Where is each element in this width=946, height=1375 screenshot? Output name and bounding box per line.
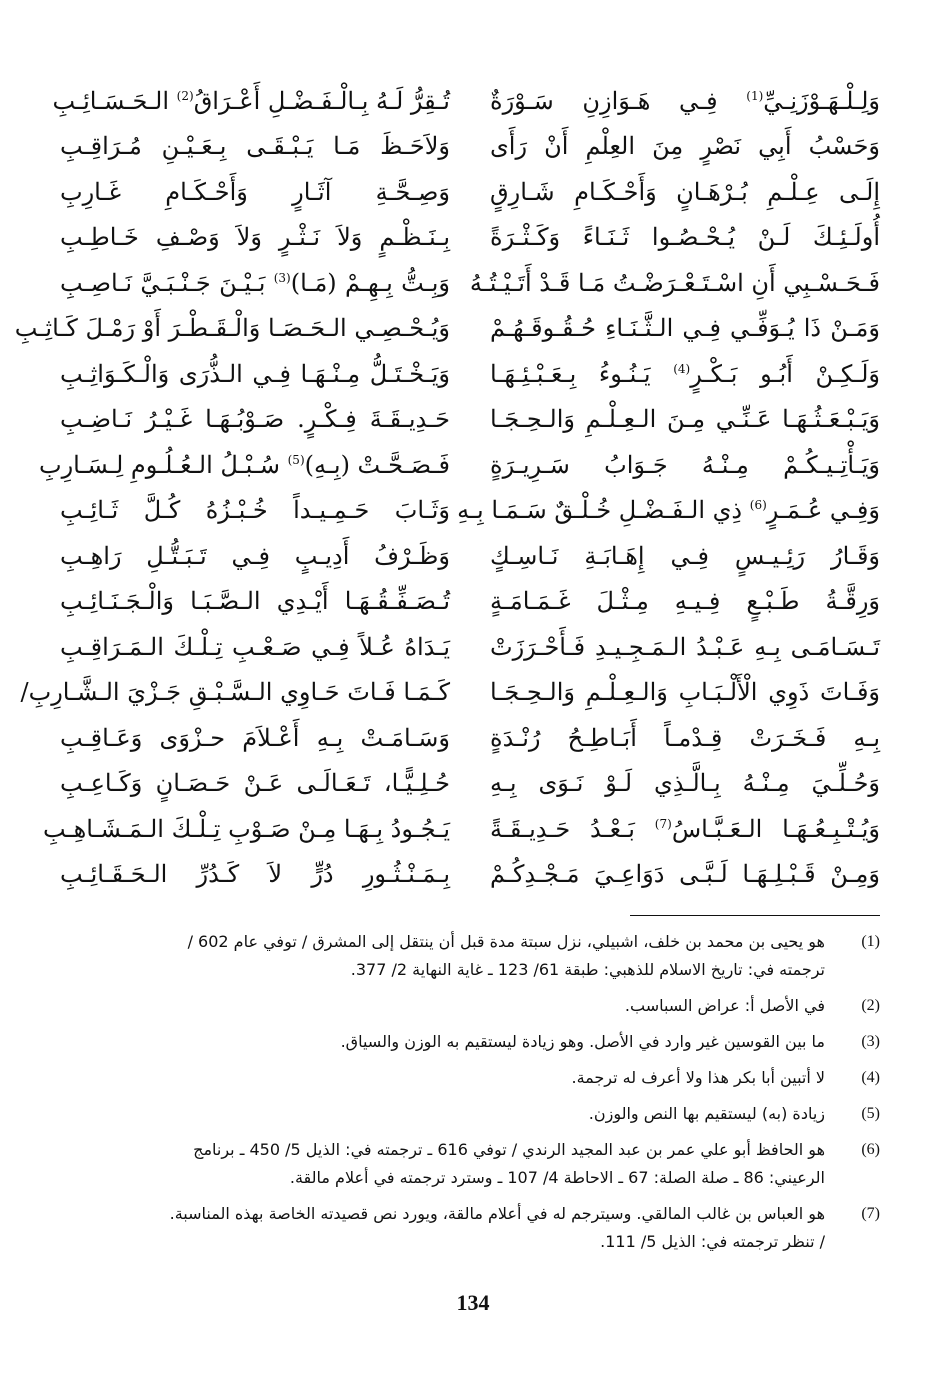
verse-line [14, 306, 880, 352]
hemistich-right: وَقَـارُ رَئِـيـسٍ فِـي إِهَـابَـةِ نَـاسِـكٍ [490, 541, 880, 570]
hemistich-left: وَسَـامَـتْ بِـهِ أَعْـلاَمَ حـزْوَى وَعَـاقِـبِ [60, 723, 450, 752]
poem [14, 78, 881, 897]
hemistich-left: تُـصَـفِّـقُـهَـا أَيْـدِي الـصَّـبَـا وَالْـجَـنَـائِـبِ [60, 587, 450, 616]
hemistich-left: يَـدَاهُ عُـلاً فِـي صَـعْـبِ تِـلْـكَ الـمَـرَاقِـبِ [60, 632, 450, 661]
verse-line [60, 124, 880, 170]
verse-line [52, 78, 880, 124]
footnote-marker: (6) [749, 498, 767, 513]
footnote [60, 1100, 880, 1128]
footnote-text: هو الحافظ أبو علي عمر بن عبد المجيد الرندي / توفي 616 ـ ترجمته في: الذيل 5/ 450 ـ برنامج الرعيني: 86 ـ صلة الصلة: 67 ـ الاحاطة 4/ 107 ـ وسترد ترجمته في أعلام مالقة. [193, 1140, 825, 1187]
hemistich-left: حُـلِـيًّـا، تَـعَـالَـى عَـنْ حَـصَـانٍ وَكَـاعِـبِ [60, 769, 450, 798]
hemistich-left: يَـجُـودُ بِـهَـا مِـنْ صَـوْبِ تِـلْـكَ الـمَـشَـاهِـبِ [43, 814, 450, 843]
hemistich-right: وَفِـي عُـمَـرٍ$^{(6)}$ ذِي الـفَـضْـلِ خُـلْـقٌ سَـمَـا بِـهِ [457, 496, 880, 525]
hemistich-right: وَيَـأْتِـيـكُـمْ مِـنْـهُ جَـوَابُ سَـرِيـرَةٍ [490, 450, 880, 479]
hemistich-left: حَـدِيـقَـةَ فِـكْـرٍ. صَـوْبُـهَـا غَـيْـرُ نَـاضِـبِ [60, 405, 450, 434]
hemistich-right: إِلَـى عِـلْـمِ بُـرْهَـانٍ وَأَحْـكَـامِ شَـارِقٍ [490, 177, 880, 206]
footnote-text: لا أتبين أبا بكر هذا ولا أعرف له ترجمة. [571, 1068, 825, 1087]
hemistich-right: وَيُـتْـبِـعُـهَـا الـعَـبَّـاسُ$^{(7)}$ بَـعْـدُ حَـدِيـقَـةً [490, 814, 881, 843]
hemistich-right: تَـسَـامَـى بِـهِ عَـبْـدُ الـمَـجِـيـدِ فَـأَحْـرَزَتْ [490, 632, 880, 661]
footnote-number: (7) [861, 1205, 880, 1222]
verse-line [60, 169, 880, 215]
footnote-number: (6) [861, 1141, 880, 1158]
hemistich-left: وَيُـحْـصِـي الـحَـصَـا وَالْـقَـطْـرَ أَوْ رَمْـلَ كَـاثِـبِ [14, 314, 450, 343]
verse-line [60, 397, 880, 443]
hemistich-left: فَـصَـحَّـتْ (بِـهِ)$^{(5)}$ سُـبْـلُ الـعُـلُـومِ لِـسَـارِبِ [38, 450, 450, 479]
hemistich-left: وَصِـحَّـةِ آثَـارٍ وَأَحْـكَـامِ غَـارِبِ [60, 177, 450, 206]
page-number: 134 [456, 1290, 490, 1315]
footnote-number: (4) [861, 1069, 880, 1086]
verse-line [38, 442, 880, 488]
hemistich-right: أُولَـئِـكَ لَـنْ يُـحْـصُـوا ثَـنَـاءً وَكَـثْـرَةً [490, 223, 880, 252]
footnote [60, 928, 880, 984]
hemistich-left: وَيَـخْـتَـلُّ مِـنْـهَـا فِـي الـذُّرَى وَالْـكَـوَاثِـبِ [60, 359, 450, 388]
footnote [60, 1064, 880, 1092]
verse-line [60, 624, 880, 670]
footnotes [60, 928, 880, 1264]
footnote-text: هو العباس بن غالب المالقي. وسيترجم له في أعلام مالقة، ويورد نص قصيدته الخاصة بهذه المناسبة. / تنظر ترجمته في: الذيل 5/ 111. [169, 1204, 825, 1251]
verse-line [60, 488, 880, 534]
verse-line [60, 351, 880, 397]
footnote-text: هو يحيى بن محمد بن خلف، اشبيلي، نزل سبتة مدة قبل أن ينتقل إلى المشرق / توفي عام 602 / ترجمته في: تاريخ الاسلام للذهبي: طبقة 61/ 123 ـ غاية النهاية 2/ 377. [187, 932, 825, 979]
hemistich-right: وَمَـنْ ذَا يُـوَفِّـي فِـي الـثَّـنَـاءِ حُـقُـوقَـهُـمْ [490, 314, 880, 343]
footnote [60, 1028, 880, 1056]
hemistich-left: وَلاَحَـظَ مَـا يَـبْـقَـى بِـعَـيْـنِ مُـرَاقِـبِ [60, 132, 450, 161]
verse-line [43, 806, 881, 852]
hemistich-left: وَبِـتُّ بِـهِـمْ (مَـا)$^{(3)}$ بَـيْـنَ جَـنْـبَـيَّ نَـاصِـبِ [60, 268, 450, 297]
footnote [60, 1136, 880, 1192]
footnote-marker: (3) [273, 270, 291, 285]
verse-line [60, 533, 880, 579]
footnote-marker: (5) [287, 452, 305, 467]
hemistich-right: وَرِقَّـةُ طَـبْـعٍ فِـيـهِ مِـثْـلَ غَـمَـامَـةٍ [490, 587, 880, 616]
footnote-number: (5) [861, 1105, 880, 1122]
hemistich-right: فَـحَـسْـبِي أَنِ اسْـتَـعْـرَضْـتُ مَـا قَـدْ أَتَـيْـتُـهُ [469, 268, 880, 297]
verse-line [60, 761, 880, 807]
footnote-marker: (2) [176, 88, 194, 103]
hemistich-left: بِـنَـظْـمٍ وَلاَ نَـثْـرٍ وَلاَ وَصْـفِ خَـاطِـبِ [60, 223, 450, 252]
hemistich-right: وَلَـكِـنْ أَبُـو بَـكْـرٍ$^{(4)}$ يَـنُـوءُ بِـعَـبْـئِـهَـا [490, 359, 881, 388]
hemistich-left: وَثَـابَ حَـمِـيـداً خُـبْـزُهُ كُـلَّ ثَـائِـبِ [60, 496, 450, 525]
hemistich-right: وَمِـنْ قَـبْـلِـهَـا لَـبَّـى دَوَاعِـيَ مَـجْـدِكُـمْ [490, 860, 880, 889]
verse-line [60, 215, 880, 261]
footnote-marker: (7) [654, 816, 672, 831]
hemistich-right: بِـهِ فَـخَـرَتْ قِـدْمـاً أَبَـاطِـحُ رُنْـدَةٍ [490, 723, 880, 752]
footnote [60, 1200, 880, 1256]
verse-line [60, 715, 880, 761]
verse-line [60, 579, 880, 625]
footnote-number: (1) [861, 933, 880, 950]
verse-line [60, 852, 880, 898]
hemistich-left: بِـمَـنْـثُـورِ دُرٍّ لاَ كَـدُرِّ الـحَـقَـائِـبِ [60, 860, 450, 889]
hemistich-left: تُـقِرُّ لَـهُ بِـالْـفَـضْـلِ أَعْـرَاقُ$^{(2)}$ الـحَـسَـائِـبِ [52, 86, 450, 115]
hemistich-right: وَفَـاتَ ذَوِي الْأَلْـبَـابِ وَالـعِـلْـمِ وَالـحِـجَـا [490, 678, 880, 707]
footnote-text: في الأصل أ: عراض السباسب. [624, 996, 825, 1015]
footnote-text: زيادة (به) ليستقيم بها النص والوزن. [588, 1104, 825, 1123]
hemistich-left: وَظَـرْفُ أَدِيـبٍ فِـي تَـبَـتُّـلِ رَاهِـبِ [60, 541, 450, 570]
hemistich-right: وَحَسْبُ أَبِي نَصْرٍ مِنَ العِلْمِ أَنْ رَأَى [490, 132, 880, 161]
footnote-divider [630, 915, 880, 916]
footnote-marker: (1) [746, 88, 764, 103]
hemistich-right: وَحُـلِّـيَ مِـنْـهُ بِـالَّـذِي لَـوْ نَـوَى بِـهِ [490, 769, 880, 798]
footnote-number: (2) [861, 997, 880, 1014]
verse-line [20, 670, 880, 716]
hemistich-left: كَـمَـا فَـاتَ حَـاوِي الـسَّـبْـقِ جَـزْيَ الـشَّـارِبِ/ [20, 678, 450, 707]
verse-line [60, 260, 880, 306]
hemistich-right: وَيَـبْـعَـثُـهَـا عَـنِّـي مِـنَ الـعِـلْـمِ وَالـحِـجَـا [490, 405, 880, 434]
footnote-text: ما بين القوسين غير وارد في الأصل. وهو زيادة ليستقيم به الوزن والسياق. [340, 1032, 825, 1051]
footnote [60, 992, 880, 1020]
hemistich-right: وَلِـلْـهَـوْزَنِـيِّ$^{(1)}$ فِـي هَـوَازِنِ سَـوْرَةٌ [490, 86, 880, 115]
footnote-number: (3) [861, 1033, 880, 1050]
footnote-marker: (4) [673, 361, 691, 376]
